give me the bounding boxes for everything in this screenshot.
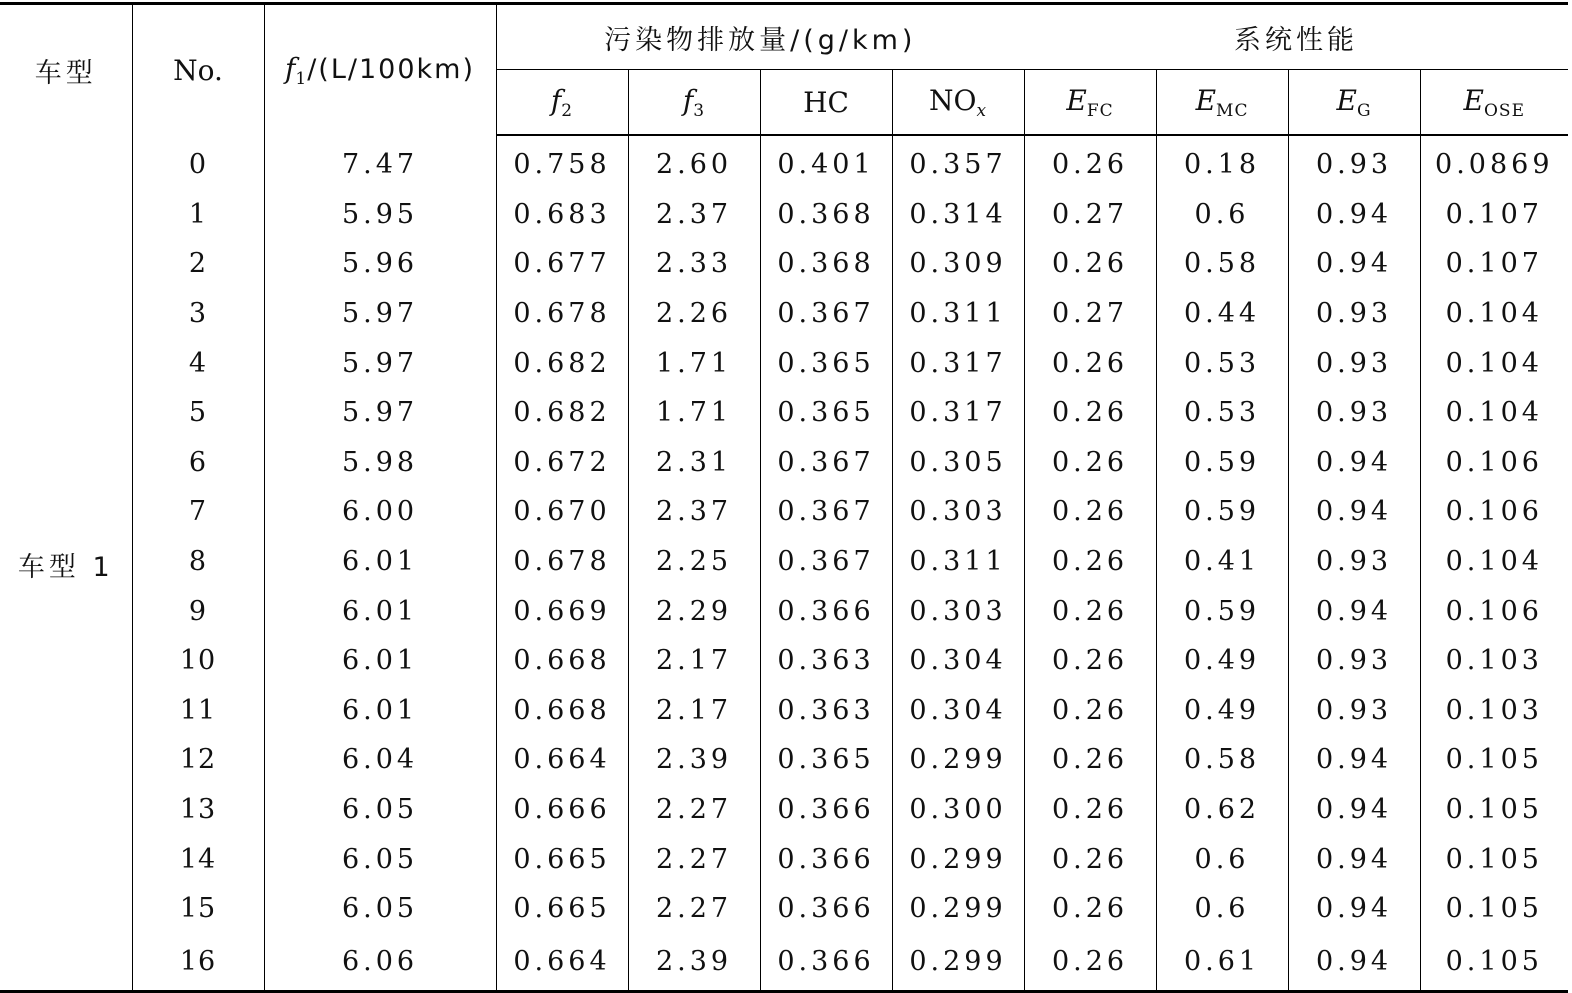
cell-eose: 0.104 — [1420, 388, 1568, 438]
cell-no: 8 — [132, 537, 264, 587]
cell-eose: 0.105 — [1420, 834, 1568, 884]
cell-f3: 2.26 — [628, 289, 760, 339]
cell-efc: 0.26 — [1024, 785, 1156, 835]
cell-efc: 0.26 — [1024, 834, 1156, 884]
cell-eg: 0.94 — [1288, 934, 1420, 992]
model-label: 车型 1 — [17, 551, 114, 583]
cell-hc: 0.367 — [760, 537, 892, 587]
cell-eose: 0.105 — [1420, 934, 1568, 992]
cell-f3: 2.29 — [628, 586, 760, 636]
cell-hc: 0.367 — [760, 438, 892, 488]
cell-f2: 0.669 — [496, 586, 628, 636]
cell-f2: 0.665 — [496, 884, 628, 934]
cell-no: 10 — [132, 636, 264, 686]
cell-no: 1 — [132, 190, 264, 240]
cell-f3: 2.27 — [628, 785, 760, 835]
cell-f1: 6.05 — [264, 834, 496, 884]
cell-eose: 0.104 — [1420, 289, 1568, 339]
cell-emc: 0.58 — [1156, 735, 1288, 785]
cell-f1: 7.47 — [264, 135, 496, 190]
cell-nox: 0.303 — [892, 487, 1024, 537]
cell-nox: 0.303 — [892, 586, 1024, 636]
cell-f1: 6.04 — [264, 735, 496, 785]
cell-eose: 0.105 — [1420, 735, 1568, 785]
cell-eose: 0.105 — [1420, 884, 1568, 934]
header-no: No. — [132, 4, 264, 136]
cell-eose: 0.0869 — [1420, 135, 1568, 190]
cell-no: 13 — [132, 785, 264, 835]
cell-emc: 0.62 — [1156, 785, 1288, 835]
cell-f2: 0.678 — [496, 289, 628, 339]
table-body — [0, 135, 1568, 991]
cell-no: 16 — [132, 934, 264, 992]
cell-f2: 0.683 — [496, 190, 628, 240]
cell-eg: 0.93 — [1288, 338, 1420, 388]
table-row — [0, 487, 1568, 537]
table-row — [0, 884, 1568, 934]
cell-nox: 0.299 — [892, 735, 1024, 785]
cell-f3: 2.39 — [628, 735, 760, 785]
cell-eose: 0.106 — [1420, 586, 1568, 636]
table-header — [0, 4, 1568, 136]
cell-f3: 2.27 — [628, 834, 760, 884]
cell-f3: 2.25 — [628, 537, 760, 587]
cell-emc: 0.58 — [1156, 239, 1288, 289]
cell-nox: 0.304 — [892, 636, 1024, 686]
cell-eg: 0.94 — [1288, 884, 1420, 934]
cell-f2: 0.668 — [496, 686, 628, 736]
table-row — [0, 438, 1568, 488]
cell-hc: 0.365 — [760, 338, 892, 388]
cell-no: 4 — [132, 338, 264, 388]
table-row — [0, 636, 1568, 686]
cell-f3: 1.71 — [628, 388, 760, 438]
cell-eg: 0.94 — [1288, 438, 1420, 488]
cell-f1: 6.05 — [264, 785, 496, 835]
cell-f1: 5.96 — [264, 239, 496, 289]
cell-efc: 0.26 — [1024, 338, 1156, 388]
cell-emc: 0.6 — [1156, 190, 1288, 240]
cell-eose: 0.107 — [1420, 239, 1568, 289]
cell-nox: 0.305 — [892, 438, 1024, 488]
cell-f1: 6.01 — [264, 537, 496, 587]
cell-nox: 0.317 — [892, 338, 1024, 388]
cell-eg: 0.93 — [1288, 135, 1420, 190]
header-eg: $E_G$ — [1288, 70, 1420, 136]
cell-f3: 2.39 — [628, 934, 760, 992]
cell-eose: 0.103 — [1420, 686, 1568, 736]
cell-efc: 0.26 — [1024, 636, 1156, 686]
header-f2: $f_2$ — [496, 70, 628, 136]
cell-f2: 0.664 — [496, 934, 628, 992]
header-nox: $NO_x$ — [892, 70, 1024, 136]
cell-hc: 0.363 — [760, 686, 892, 736]
cell-eose: 0.106 — [1420, 438, 1568, 488]
cell-eg: 0.94 — [1288, 190, 1420, 240]
table-row — [0, 388, 1568, 438]
cell-eg: 0.94 — [1288, 785, 1420, 835]
cell-nox: 0.299 — [892, 934, 1024, 992]
cell-f1: 5.97 — [264, 289, 496, 339]
cell-f1: 6.01 — [264, 686, 496, 736]
header-performance-group: 系统性能 — [1024, 4, 1568, 70]
cell-f3: 2.17 — [628, 636, 760, 686]
cell-no: 7 — [132, 487, 264, 537]
cell-f1: 6.05 — [264, 884, 496, 934]
cell-f3: 2.60 — [628, 135, 760, 190]
cell-eose: 0.105 — [1420, 785, 1568, 835]
cell-f3: 2.37 — [628, 487, 760, 537]
cell-f3: 2.33 — [628, 239, 760, 289]
cell-hc: 0.365 — [760, 388, 892, 438]
header-model: 车型 — [34, 57, 97, 89]
cell-f2: 0.682 — [496, 338, 628, 388]
cell-emc: 0.53 — [1156, 338, 1288, 388]
cell-f1: 6.00 — [264, 487, 496, 537]
cell-no: 0 — [132, 135, 264, 190]
cell-emc: 0.6 — [1156, 834, 1288, 884]
header-efc: $E_{FC}$ — [1024, 70, 1156, 136]
cell-emc: 0.6 — [1156, 884, 1288, 934]
cell-hc: 0.365 — [760, 735, 892, 785]
cell-no: 6 — [132, 438, 264, 488]
cell-f2: 0.682 — [496, 388, 628, 438]
cell-efc: 0.26 — [1024, 135, 1156, 190]
cell-f3: 2.37 — [628, 190, 760, 240]
cell-no: 2 — [132, 239, 264, 289]
cell-eg: 0.93 — [1288, 686, 1420, 736]
table-row — [0, 190, 1568, 240]
cell-f1: 6.01 — [264, 586, 496, 636]
cell-nox: 0.311 — [892, 537, 1024, 587]
cell-f1: 6.01 — [264, 636, 496, 686]
cell-f2: 0.670 — [496, 487, 628, 537]
cell-nox: 0.309 — [892, 239, 1024, 289]
table-row — [0, 289, 1568, 339]
cell-no: 11 — [132, 686, 264, 736]
cell-hc: 0.367 — [760, 289, 892, 339]
cell-f2: 0.666 — [496, 785, 628, 835]
cell-f2: 0.758 — [496, 135, 628, 190]
cell-nox: 0.357 — [892, 135, 1024, 190]
cell-hc: 0.366 — [760, 785, 892, 835]
cell-f1: 5.97 — [264, 388, 496, 438]
cell-no: 12 — [132, 735, 264, 785]
cell-emc: 0.59 — [1156, 487, 1288, 537]
cell-nox: 0.311 — [892, 289, 1024, 339]
cell-hc: 0.363 — [760, 636, 892, 686]
cell-eose: 0.104 — [1420, 537, 1568, 587]
cell-eg: 0.94 — [1288, 239, 1420, 289]
table-row — [0, 239, 1568, 289]
cell-efc: 0.26 — [1024, 537, 1156, 587]
cell-f3: 1.71 — [628, 338, 760, 388]
cell-f1: 6.06 — [264, 934, 496, 992]
header-f1: $f_1/(L/100km)$ — [264, 4, 496, 136]
cell-f3: 2.17 — [628, 686, 760, 736]
cell-hc: 0.366 — [760, 884, 892, 934]
cell-emc: 0.59 — [1156, 438, 1288, 488]
cell-hc: 0.368 — [760, 190, 892, 240]
cell-hc: 0.367 — [760, 487, 892, 537]
cell-efc: 0.26 — [1024, 586, 1156, 636]
cell-no: 15 — [132, 884, 264, 934]
data-table — [0, 2, 1568, 993]
cell-emc: 0.53 — [1156, 388, 1288, 438]
cell-eg: 0.94 — [1288, 586, 1420, 636]
cell-nox: 0.299 — [892, 834, 1024, 884]
cell-eose: 0.104 — [1420, 338, 1568, 388]
cell-eg: 0.94 — [1288, 487, 1420, 537]
cell-emc: 0.49 — [1156, 686, 1288, 736]
cell-hc: 0.366 — [760, 834, 892, 884]
cell-efc: 0.26 — [1024, 735, 1156, 785]
cell-nox: 0.304 — [892, 686, 1024, 736]
cell-f1: 5.98 — [264, 438, 496, 488]
cell-no: 5 — [132, 388, 264, 438]
cell-f1: 5.97 — [264, 338, 496, 388]
cell-efc: 0.26 — [1024, 934, 1156, 992]
cell-f2: 0.664 — [496, 735, 628, 785]
table-row — [0, 834, 1568, 884]
cell-no: 3 — [132, 289, 264, 339]
header-f3: $f_3$ — [628, 70, 760, 136]
cell-nox: 0.300 — [892, 785, 1024, 835]
cell-no: 14 — [132, 834, 264, 884]
cell-emc: 0.44 — [1156, 289, 1288, 339]
cell-emc: 0.61 — [1156, 934, 1288, 992]
cell-hc: 0.366 — [760, 586, 892, 636]
cell-eg: 0.94 — [1288, 735, 1420, 785]
table-row — [0, 135, 1568, 190]
table-row — [0, 686, 1568, 736]
table-row — [0, 735, 1568, 785]
cell-f1: 5.95 — [264, 190, 496, 240]
cell-efc: 0.26 — [1024, 487, 1156, 537]
cell-eg: 0.93 — [1288, 537, 1420, 587]
table-row — [0, 785, 1568, 835]
header-emc: $E_{MC}$ — [1156, 70, 1288, 136]
table-row — [0, 537, 1568, 587]
cell-eg: 0.93 — [1288, 388, 1420, 438]
table-row — [0, 338, 1568, 388]
cell-no: 9 — [132, 586, 264, 636]
cell-efc: 0.26 — [1024, 239, 1156, 289]
cell-efc: 0.26 — [1024, 388, 1156, 438]
cell-efc: 0.27 — [1024, 190, 1156, 240]
cell-emc: 0.18 — [1156, 135, 1288, 190]
cell-efc: 0.26 — [1024, 438, 1156, 488]
cell-f3: 2.31 — [628, 438, 760, 488]
cell-emc: 0.49 — [1156, 636, 1288, 686]
cell-eose: 0.103 — [1420, 636, 1568, 686]
cell-eg: 0.93 — [1288, 636, 1420, 686]
cell-emc: 0.59 — [1156, 586, 1288, 636]
cell-eose: 0.107 — [1420, 190, 1568, 240]
cell-eg: 0.94 — [1288, 834, 1420, 884]
cell-f2: 0.668 — [496, 636, 628, 686]
cell-hc: 0.366 — [760, 934, 892, 992]
cell-eg: 0.93 — [1288, 289, 1420, 339]
cell-efc: 0.26 — [1024, 884, 1156, 934]
cell-hc: 0.368 — [760, 239, 892, 289]
cell-hc: 0.401 — [760, 135, 892, 190]
header-emission-group: 污染物排放量/(g/km) — [496, 4, 1024, 70]
cell-f2: 0.672 — [496, 438, 628, 488]
cell-f2: 0.678 — [496, 537, 628, 587]
cell-nox: 0.317 — [892, 388, 1024, 438]
cell-eose: 0.106 — [1420, 487, 1568, 537]
cell-f2: 0.677 — [496, 239, 628, 289]
header-hc: HC — [760, 70, 892, 136]
cell-efc: 0.26 — [1024, 686, 1156, 736]
header-eose: $E_{OSE}$ — [1420, 70, 1568, 136]
cell-nox: 0.314 — [892, 190, 1024, 240]
table-row — [0, 586, 1568, 636]
cell-f2: 0.665 — [496, 834, 628, 884]
cell-nox: 0.299 — [892, 884, 1024, 934]
cell-emc: 0.41 — [1156, 537, 1288, 587]
table-row — [0, 934, 1568, 992]
cell-efc: 0.27 — [1024, 289, 1156, 339]
cell-f3: 2.27 — [628, 884, 760, 934]
